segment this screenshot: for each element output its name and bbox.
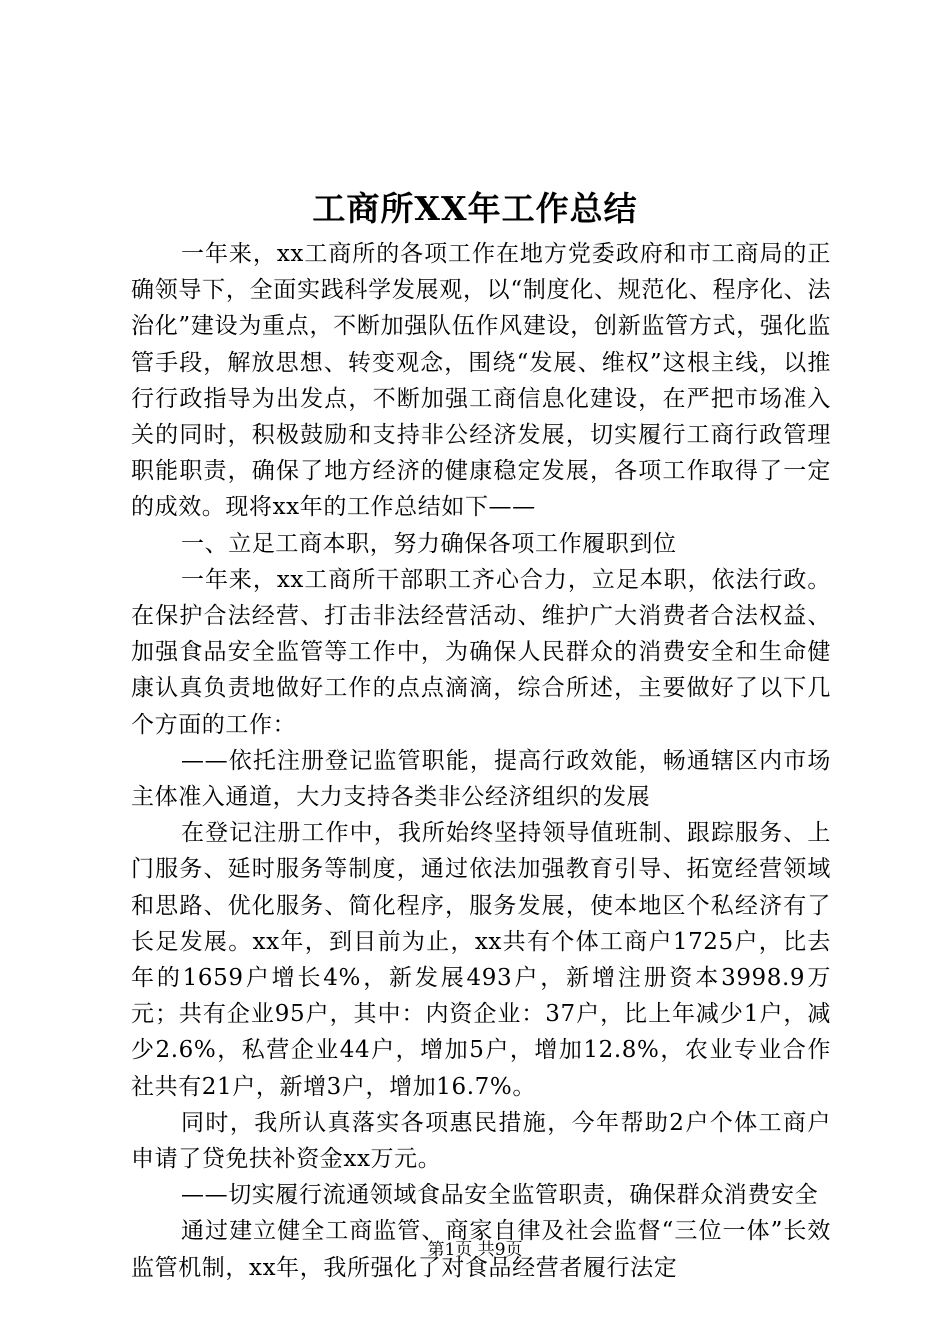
paragraph-benefit-measures: 同时，我所认真落实各项惠民措施，今年帮助2户个体工商户申请了贷免扶补资金xx万元。 <box>131 1109 831 1173</box>
document-title: 工商所XX年工作总结 <box>312 189 638 228</box>
subheading-food-safety: ——切实履行流通领域食品安全监管职责，确保群众消费安全 <box>181 1182 819 1209</box>
document-body <box>131 236 831 1286</box>
page-number: 第1页 共9页 <box>427 1240 523 1260</box>
paragraph-registration: 在登记注册工作中，我所始终坚持领导值班制、跟踪服务、上门服务、延时服务等制度，通过依法加强教育引导、拓宽经营领域和思路、优化服务、简化程序，服务发展，使本地区个私经济有了长足发展。xx年，到目前为止，xx共有个体工商户1725户，比去年的1659户增长4%，新发展493户，新增注册资本3998.9万元；共有企业95户，其中：内资企业：37户，比上年减少1户，减少2.6%，私营企业44户，增加5户，增加12.8%，农业专业合作社共有21户，新增3户，增加16.7%。 <box>131 820 831 1100</box>
paragraph-intro: 一年来，xx工商所的各项工作在地方党委政府和市工商局的正确领导下，全面实践科学发展观，以“制度化、规范化、程序化、法治化”建设为重点，不断加强队伍作风建设，创新监管方式，强化监管手段，解放思想、转变观念，围绕“发展、维权”这根主线，以推行行政指导为出发点，不断加强工商信息化建设，在严把市场准入关的同时，积极鼓励和支持非公经济发展，切实履行工商行政管理职能职责，确保了地方经济的健康稳定发展，各项工作取得了一定的成效。现将xx年的工作总结如下—— <box>131 241 831 521</box>
paragraph-section-1: 一年来，xx工商所干部职工齐心合力，立足本职，依法行政。在保护合法经营、打击非法经营活动、维护广大消费者合法权益、加强食品安全监管等工作中，为确保人民群众的消费安全和生命健康认真负责地做好工作的点点滴滴，综合所述，主要做好了以下几个方面的工作： <box>131 566 831 738</box>
paragraph-food-safety: 通过建立健全工商监管、商家自律及社会监督“三位一体”长效监管机制，xx年，我所强化了对食品经营者履行法定 <box>131 1218 831 1281</box>
section-heading-1: 一、立足工商本职，努力确保各项工作履职到位 <box>181 530 677 557</box>
subheading-registration: ——依托注册登记监管职能，提高行政效能，畅通辖区内市场主体准入通道，大力支持各类非公经济组织的发展 <box>131 747 831 811</box>
